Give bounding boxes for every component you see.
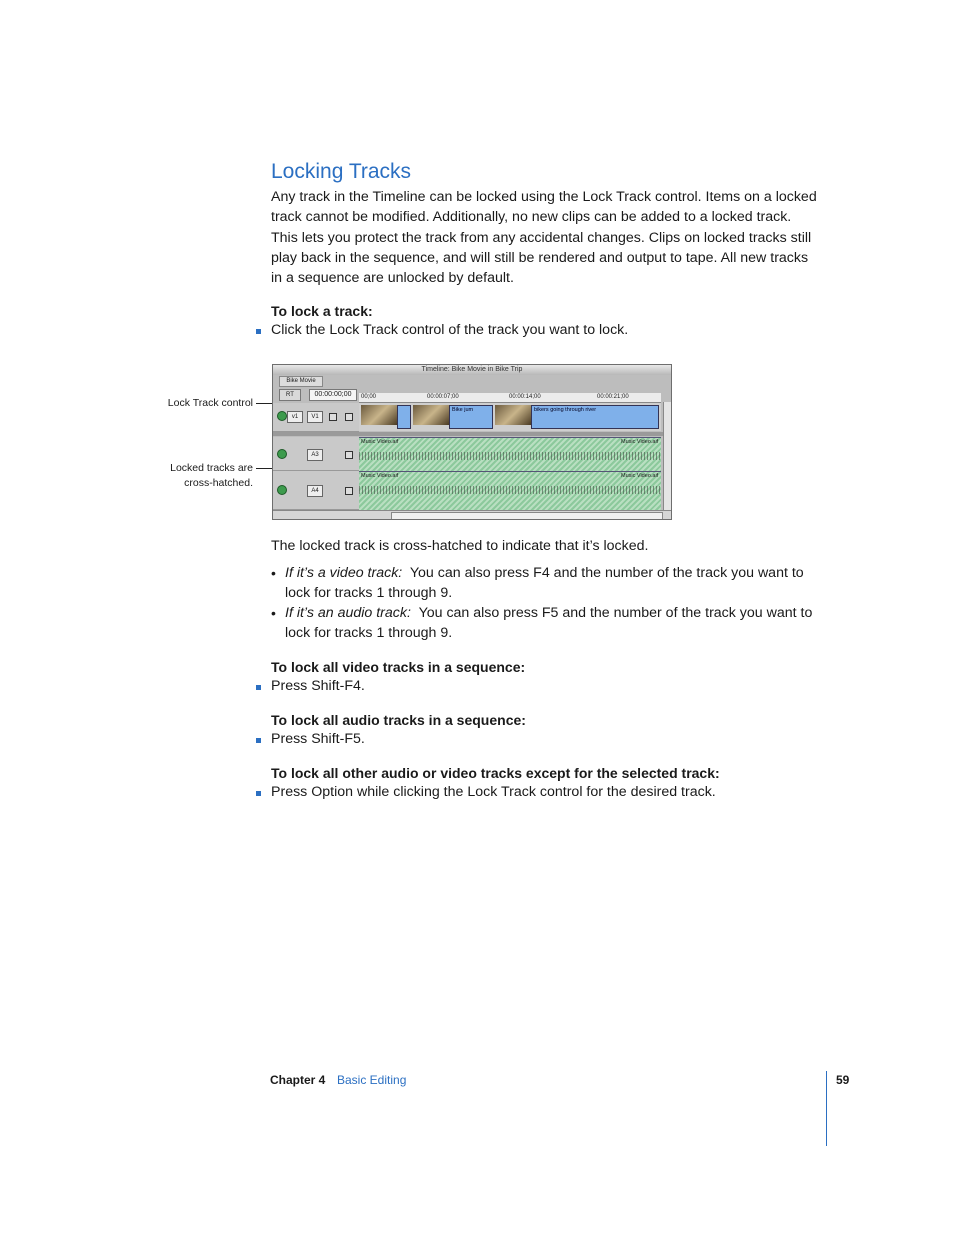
audio-clip-label: Music Video.aif: [361, 439, 399, 445]
intro-line: Any track in the Timeline can be locked using the Lock Track control. Items on a locked: [271, 189, 817, 205]
procedure-heading: To lock all audio tracks in a sequence:: [271, 712, 526, 728]
ruler-tick-label: 00:00:14;00: [509, 394, 541, 400]
intro-line: play back in the sequence, and will still be rendered and output to tape. All new tracks: [271, 249, 809, 266]
audio-clip-label: Music Video.aif: [621, 473, 659, 479]
horizontal-scrollbar[interactable]: [391, 512, 663, 520]
timeline-window: [272, 364, 672, 520]
auto-select-icon[interactable]: [345, 413, 353, 421]
callout-locked-line: Locked tracks are: [170, 462, 253, 474]
footer-chapter: Chapter 4: [270, 1073, 326, 1087]
track-header-v1: [273, 403, 359, 432]
video-clip[interactable]: [531, 405, 659, 429]
callout-locked-tracks: [140, 461, 253, 491]
bullet-marker: [256, 738, 261, 743]
timecode-field[interactable]: 00:00:00;00: [309, 389, 357, 401]
callout-lock-track: Lock Track control: [167, 397, 253, 409]
procedure-step: Press Shift-F5.: [271, 731, 365, 747]
page-number: 59: [836, 1073, 850, 1087]
footer-rule: [826, 1071, 827, 1146]
page-title: Locking Tracks: [271, 160, 412, 183]
audio-enable-icon[interactable]: [277, 485, 287, 495]
intro-line: This lets you protect the track from any accidental changes. Clips on locked tracks still: [271, 229, 812, 246]
procedure-step: Click the Lock Track control of the track you want to lock.: [271, 322, 629, 338]
audio-waveform: [359, 486, 661, 494]
lock-track-icon[interactable]: [329, 413, 337, 421]
bullet-item: [285, 565, 804, 581]
ruler-tick-label: 00;00: [361, 394, 377, 400]
source-patch-v1[interactable]: v1: [287, 411, 303, 423]
intro-line: track cannot be modified. Additionally, no new clips can be added to a locked track.: [271, 209, 792, 226]
procedure-step: Press Shift-F4.: [271, 678, 365, 694]
track-divider[interactable]: [273, 432, 663, 436]
track-header-a4: [273, 471, 359, 510]
destination-patch-v1[interactable]: V1: [307, 411, 323, 423]
bullet-item: [285, 605, 812, 621]
ruler-tick-label: 00:00:21;00: [597, 394, 629, 400]
clip-thumbnail: [413, 405, 449, 425]
clip-thumbnail: [361, 405, 397, 425]
locked-audio-track-a4: [359, 471, 661, 510]
sequence-tab[interactable]: Bike Movie: [279, 376, 323, 387]
time-ruler[interactable]: [359, 393, 661, 403]
bullet-marker: [256, 329, 261, 334]
footer-section-link[interactable]: Basic Editing: [337, 1073, 407, 1087]
clip-label: bikers going through river: [534, 407, 597, 413]
audio-clip-label: Music Video.aif: [361, 473, 399, 479]
timeline-title-bar: Timeline: Bike Movie in Bike Trip: [273, 365, 671, 375]
locked-audio-track-a3: [359, 437, 661, 471]
rt-menu-button[interactable]: RT: [279, 389, 301, 401]
bullet-text: lock for tracks 1 through 9.: [285, 585, 453, 601]
lock-track-icon[interactable]: [345, 487, 353, 495]
procedure-heading: To lock a track:: [271, 303, 373, 319]
figure-caption-text: The locked track is cross-hatched to indicate that it’s locked.: [271, 538, 649, 554]
procedure-heading: To lock all other audio or video tracks except for the selected track:: [271, 765, 720, 781]
bullet-dot: •: [271, 565, 276, 581]
video-track-v1: [359, 403, 661, 431]
procedure-step: Press Option while clicking the Lock Track control for the desired track.: [271, 784, 716, 800]
destination-patch-a3[interactable]: A3: [307, 449, 323, 461]
video-clip[interactable]: [449, 405, 493, 429]
audio-enable-icon[interactable]: [277, 449, 287, 459]
bullet-marker: [256, 685, 261, 690]
clip-thumbnail: [495, 405, 531, 425]
bullet-lead: If it’s an audio track:: [285, 605, 411, 621]
destination-patch-a4[interactable]: A4: [307, 485, 323, 497]
bullet-dot: •: [271, 605, 276, 621]
track-header-a3: [273, 437, 359, 471]
ruler-tick-label: 00:00:07;00: [427, 394, 459, 400]
audio-clip-label: Music Video.aif: [621, 439, 659, 445]
lock-track-icon[interactable]: [345, 451, 353, 459]
vertical-scrollbar[interactable]: [663, 402, 672, 510]
video-clip[interactable]: [397, 405, 411, 429]
audio-waveform: [359, 452, 661, 460]
procedure-heading: To lock all video tracks in a sequence:: [271, 659, 526, 675]
bullet-lead: If it’s a video track:: [285, 565, 403, 581]
bullet-marker: [256, 791, 261, 796]
bullet-text: lock for tracks 1 through 9.: [285, 625, 453, 641]
callout-locked-line: cross-hatched.: [184, 477, 253, 489]
bullet-text: You can also press F4 and the number of the track you want to: [409, 565, 804, 581]
clip-label: Bike jum: [452, 407, 474, 413]
intro-line: in a sequence are unlocked by default.: [271, 270, 514, 287]
intro-paragraph: [271, 187, 831, 288]
track-visibility-icon[interactable]: [277, 411, 287, 421]
bullet-text: You can also press F5 and the number of the track you want to: [418, 605, 813, 621]
